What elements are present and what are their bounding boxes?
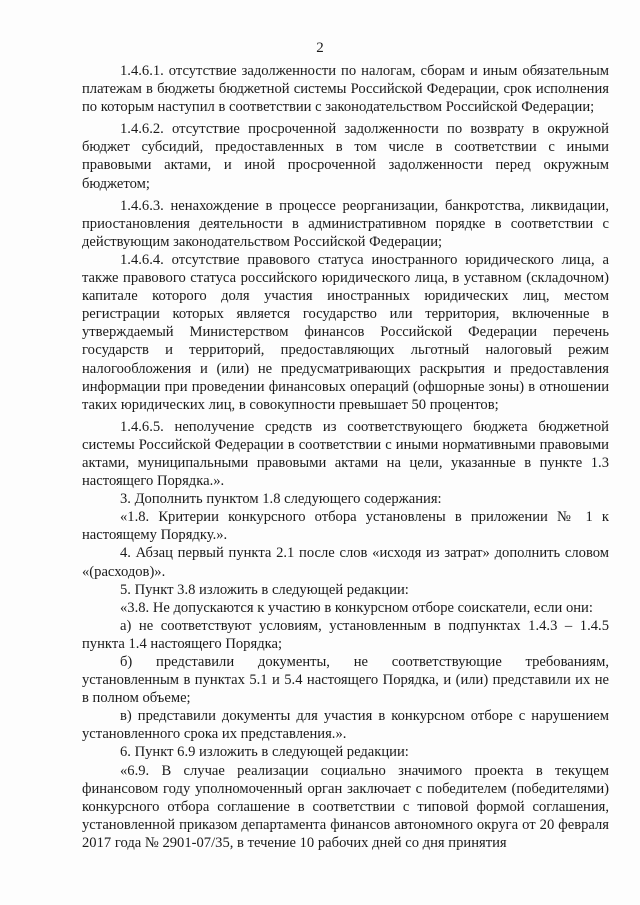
paragraph-3-8-v: в) представили документы для участия в конкурсном отборе с нарушением установленного срока их представления.». <box>82 708 609 743</box>
paragraph-1-4-6-4: 1.4.6.4. отсутствие правового статуса иностранного юридического лица, а также правового статуса российского юридического лица, в уставном (складочном) капитале которого доля участия иностранных юридических лиц, местом регистрации которых является государство или территория, включенные в утверждаемый Министерством финансов Российской Федерации перечень государств и территорий, предоставляющих льготный налоговый режим налогообложения и (или) не предусматривающих раскрытия и предоставления информации при проведении финансовых операций (офшорные зоны) в отношении таких юридических лиц, в совокупности превышает 50 процентов; <box>82 251 609 413</box>
paragraph-3-8: «3.8. Не допускаются к участию в конкурсном отборе соискатели, если они: <box>120 599 593 616</box>
paragraph-1-4-6-1: 1.4.6.1. отсутствие задолженности по налогам, сборам и иным обязательным платежам в бюджеты бюджетной системы Российской Федерации, срок исполнения по которым наступил в соответствии с законодательством Российской Федерации; <box>82 63 609 116</box>
paragraph-item-4: 4. Абзац первый пункта 2.1 после слов «исходя из затрат» дополнить словом «(расходов)». <box>82 545 609 580</box>
paragraph-3-8-b: б) представили документы, не соответствующие требованиям, установленным в пунктах 5.1 и 5.4 настоящего Порядка, и (или) представили их не в полном объеме; <box>82 654 609 707</box>
document-body <box>82 62 609 852</box>
paragraph-1-4-6-5: 1.4.6.5. неполучение средств из соответствующего бюджета бюджетной системы Российской Федерации в соответствии с иными нормативными правовыми актами, муниципальными правовыми актами на цели, указанные в пункте 1.3 настоящего Порядка.». <box>82 418 609 490</box>
page-number: 2 <box>316 40 324 56</box>
paragraph-3-8-a: а) не соответствуют условиям, установленным в подпунктах 1.4.3 – 1.4.5 пункта 1.4 настоящего Порядка; <box>82 617 609 652</box>
paragraph-1-4-6-2: 1.4.6.2. отсутствие просроченной задолженности по возврату в окружной бюджет субсидий, предоставленных в том числе в соответствии с иными правовыми актами, и иной просроченной задолженности перед окружным бюджетом; <box>82 121 609 192</box>
paragraph-6-9: «6.9. В случае реализации социально значимого проекта в текущем финансовом году уполномоченный орган заключает с победителем (победителями) конкурсного отбора соглашение в соответствии с типовой формой соглашения, установленной приказом департамента финансов автономного округа от 20 февраля 2017 года № 2901-07/35, в течение 10 рабочих дней со дня принятия <box>82 762 609 851</box>
paragraph-1-4-6-3: 1.4.6.3. ненахождение в процессе реорганизации, банкротства, ликвидации, приостановления деятельности в административном порядке в соответствии с действующим законодательством Российской Федерации; <box>82 197 609 250</box>
paragraph-item-5: 5. Пункт 3.8 изложить в следующей редакции: <box>120 581 409 598</box>
paragraph-item-3: 3. Дополнить пунктом 1.8 следующего содержания: <box>120 491 442 508</box>
paragraph-item-6: 6. Пункт 6.9 изложить в следующей редакции: <box>120 744 409 761</box>
paragraph-1-8: «1.8. Критерии конкурсного отбора установлены в приложении № 1 к настоящему Порядку.». <box>82 509 609 544</box>
